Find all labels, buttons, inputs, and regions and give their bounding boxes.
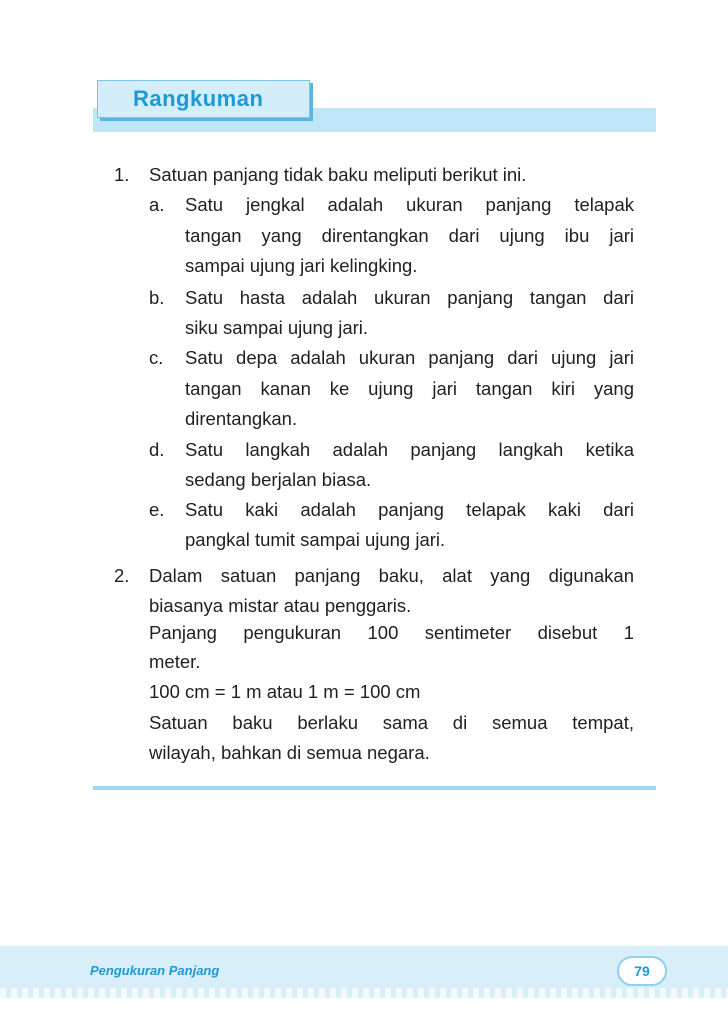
- subitem-b-line-2: siku sampai ujung jari.: [185, 317, 369, 338]
- section-bottom-rule: [93, 786, 656, 790]
- subitem-a-line-3: sampai ujung jari kelingking.: [185, 255, 418, 276]
- item-1-number: 1.: [114, 164, 130, 185]
- subitem-d-letter: d.: [149, 439, 165, 460]
- item-1-intro: Satuan panjang tidak baku meliputi berikut ini.: [149, 164, 527, 185]
- item-2-line-4: meter.: [149, 651, 201, 672]
- item-2-line-6: Satuan baku berlaku sama di semua tempat,: [149, 712, 634, 733]
- page-number: 79: [617, 956, 667, 986]
- subitem-b-letter: b.: [149, 287, 165, 308]
- item-2-line-2: biasanya mistar atau penggaris.: [149, 595, 412, 616]
- subitem-a-line-1: Satu jengkal adalah ukuran panjang telapak: [185, 194, 634, 215]
- section-title: Rangkuman: [133, 86, 264, 111]
- subitem-e-line-1: Satu kaki adalah panjang telapak kaki dari: [185, 499, 634, 520]
- subitem-d-line-1: Satu langkah adalah panjang langkah ketika: [185, 439, 634, 460]
- subitem-e-line-2: pangkal tumit sampai ujung jari.: [185, 529, 446, 550]
- item-2-number: 2.: [114, 565, 130, 586]
- subitem-c-letter: c.: [149, 347, 164, 368]
- subitem-c-line-3: direntangkan.: [185, 408, 298, 429]
- subitem-c-line-1: Satu depa adalah ukuran panjang dari ujung jari: [185, 347, 634, 368]
- subitem-b-line-1: Satu hasta adalah ukuran panjang tangan dari: [185, 287, 634, 308]
- item-2-line-5: 100 cm = 1 m atau 1 m = 100 cm: [149, 681, 421, 702]
- subitem-c-line-2: tangan kanan ke ujung jari tangan kiri yang: [185, 378, 634, 399]
- subitem-e-letter: e.: [149, 499, 165, 520]
- subitem-a-line-2: tangan yang direntangkan dari ujung ibu jari: [185, 225, 634, 246]
- item-2-line-7: wilayah, bahkan di semua negara.: [149, 742, 430, 763]
- item-2-line-3: Panjang pengukuran 100 sentimeter disebut 1: [149, 622, 634, 643]
- footer-chapter-title: Pengukuran Panjang: [90, 963, 220, 978]
- item-2-line-1: Dalam satuan panjang baku, alat yang digunakan: [149, 565, 634, 586]
- subitem-d-line-2: sedang berjalan biasa.: [185, 469, 372, 490]
- subitem-a-letter: a.: [149, 194, 165, 215]
